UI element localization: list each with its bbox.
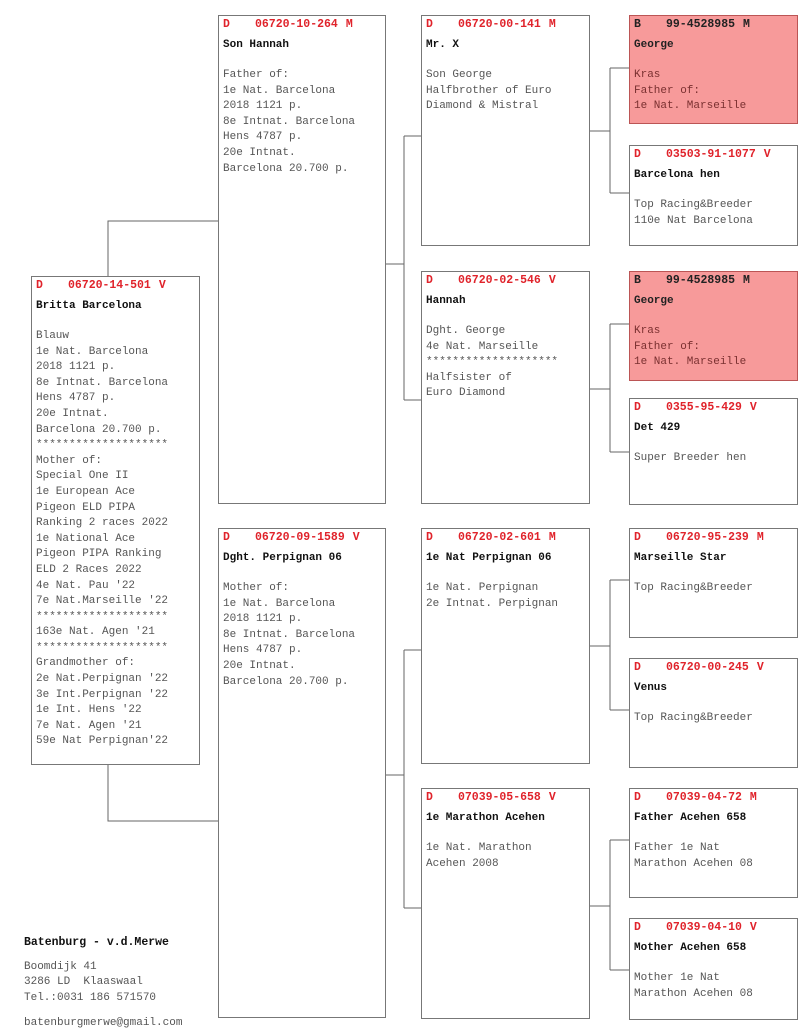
gender-code: V [352, 531, 360, 544]
pigeon-info: Mother of: 1e Nat. Barcelona 2018 1121 p. 8e Intnat. Barcelona Hens 4787 p. 20e Intnat. Barcelona 20.700 p. [223, 582, 356, 688]
gender-code: M [345, 18, 353, 31]
pigeon-name: Son Hannah [223, 39, 290, 51]
ring-number: 07039-04-10 [666, 921, 742, 934]
owner-address-city: 3286 LD Klaaswaal [24, 976, 143, 989]
pigeon-card-subject [31, 276, 200, 765]
ring-number: 06720-14-501 [68, 279, 151, 292]
pigeon-name: Marseille Star [634, 552, 727, 564]
sex-code: D [634, 148, 641, 161]
sex-code: B [634, 18, 641, 31]
ring-number: 03503-91-1077 [666, 148, 756, 161]
pigeon-name: George [634, 295, 674, 307]
sex-code: D [223, 18, 230, 31]
pigeon-name: Venus [634, 682, 668, 694]
ring-number: 99-4528985 [666, 18, 736, 31]
pigeon-info: Super Breeder hen [634, 452, 747, 464]
pigeon-name: 1e Marathon Acehen [426, 812, 545, 824]
ring-number: 06720-09-1589 [255, 531, 345, 544]
sex-code: D [426, 18, 433, 31]
sex-code: D [634, 401, 641, 414]
pigeon-info: Kras Father of: 1e Nat. Marseille [634, 69, 747, 113]
gender-code: M [743, 18, 750, 31]
sex-code: D [634, 791, 641, 804]
sex-code: D [223, 531, 230, 544]
ring-number: 06720-02-601 [458, 531, 541, 544]
pigeon-card-ff [421, 15, 590, 246]
ring-number: 06720-00-245 [666, 661, 749, 674]
owner-address-street: Boomdijk 41 [24, 960, 97, 973]
pigeon-info: Dght. George 4e Nat. Marseille ******************** Halfsister of Euro Diamond [426, 325, 559, 400]
gender-code: V [548, 274, 556, 287]
pigeon-info: Father of: 1e Nat. Barcelona 2018 1121 p. 8e Intnat. Barcelona Hens 4787 p. 20e Intnat. Barcelona 20.700 p. [223, 69, 356, 175]
pigeon-info: Son George Halfbrother of Euro Diamond & Mistral [426, 69, 552, 113]
pigeon-card-ffm [629, 145, 798, 246]
ring-number: 06720-10-264 [255, 18, 338, 31]
pigeon-name: Britta Barcelona [36, 300, 142, 312]
pigeon-card-mmm [629, 918, 798, 1020]
ring-number: 07039-05-658 [458, 791, 541, 804]
gender-code: V [763, 148, 771, 161]
pigeon-card-mm [421, 788, 590, 1019]
pigeon-name: Father Acehen 658 [634, 812, 747, 824]
pigeon-info: Mother 1e Nat Marathon Acehen 08 [634, 972, 753, 1000]
gender-code: M [749, 791, 757, 804]
pigeon-name: Dght. Perpignan 06 [223, 552, 342, 564]
gender-code: M [756, 531, 764, 544]
ring-number: 06720-95-239 [666, 531, 749, 544]
owner-name: Batenburg - v.d.Merwe [24, 936, 169, 949]
pigeon-name: Mother Acehen 658 [634, 942, 747, 954]
pigeon-card-mff [629, 528, 798, 638]
ring-number: 99-4528985 [666, 274, 736, 287]
gender-code: V [756, 661, 764, 674]
pigeon-card-mfm [629, 658, 798, 768]
gender-code: V [158, 279, 166, 292]
pigeon-name: Mr. X [426, 39, 460, 51]
pigeon-name: George [634, 39, 674, 51]
pigeon-info: Blauw 1e Nat. Barcelona 2018 1121 p. 8e Intnat. Barcelona Hens 4787 p. 20e Intnat. Barcelona 20.700 p. ******************** Mother of: Special One II 1e European Ace Pigeon ELD PIPA Ranking 2 races 2022 1e National Ace Pigeon PIPA Ranking ELD 2 Races 2022 4e Nat. Pau '22 7e Nat.Marseille '22 ******************** 163e Nat. Agen '21 ******************** Grandmother of: 2e Nat.Perpignan '22 3e Int.Perpignan '22 1e Int. Hens '22 7e Nat. Agen '21 59e Nat Perpignan'22 [36, 330, 169, 748]
gender-code: M [743, 274, 750, 287]
sex-code: D [426, 791, 433, 804]
pigeon-info: 1e Nat. Marathon Acehen 2008 [426, 842, 532, 870]
sex-code: D [634, 661, 641, 674]
pigeon-name: Barcelona hen [634, 169, 720, 181]
pigeon-card-fm [421, 271, 590, 504]
pigeon-info: Kras Father of: 1e Nat. Marseille [634, 325, 747, 369]
owner-phone: Tel.:0031 186 571570 [24, 991, 157, 1004]
pigeon-name: Hannah [426, 295, 466, 307]
gender-code: V [749, 921, 757, 934]
gender-code: M [548, 531, 556, 544]
ring-number: 06720-00-141 [458, 18, 541, 31]
gender-code: V [749, 401, 757, 414]
sex-code: D [634, 531, 641, 544]
pigeon-info: Top Racing&Breeder [634, 582, 753, 594]
sex-code: D [36, 279, 43, 292]
gender-code: V [548, 791, 556, 804]
pigeon-name: Det 429 [634, 422, 681, 434]
sex-code: D [426, 531, 433, 544]
ring-number: 06720-02-546 [458, 274, 541, 287]
pigeon-card-fmm [629, 398, 798, 505]
sex-code: B [634, 274, 641, 287]
pigeon-info: Top Racing&Breeder [634, 712, 753, 724]
pigeon-info: Father 1e Nat Marathon Acehen 08 [634, 842, 753, 870]
sex-code: D [634, 921, 641, 934]
pigeon-card-mother [218, 528, 386, 1018]
pigeon-name: 1e Nat Perpignan 06 [426, 552, 552, 564]
pigeon-card-father [218, 15, 386, 504]
owner-email-link[interactable]: batenburgmerwe@gmail.com [24, 1017, 183, 1030]
pigeon-card-mf [421, 528, 590, 764]
pigeon-card-fff [629, 15, 798, 124]
gender-code: M [548, 18, 556, 31]
ring-number: 0355-95-429 [666, 401, 742, 414]
pigeon-info: 1e Nat. Perpignan 2e Intnat. Perpignan [426, 582, 559, 610]
pigeon-info: Top Racing&Breeder 110e Nat Barcelona [634, 199, 753, 227]
pigeon-card-fmf [629, 271, 798, 381]
sex-code: D [426, 274, 433, 287]
pigeon-card-mmf [629, 788, 798, 898]
ring-number: 07039-04-72 [666, 791, 742, 804]
owner-contact-block [24, 935, 182, 1032]
